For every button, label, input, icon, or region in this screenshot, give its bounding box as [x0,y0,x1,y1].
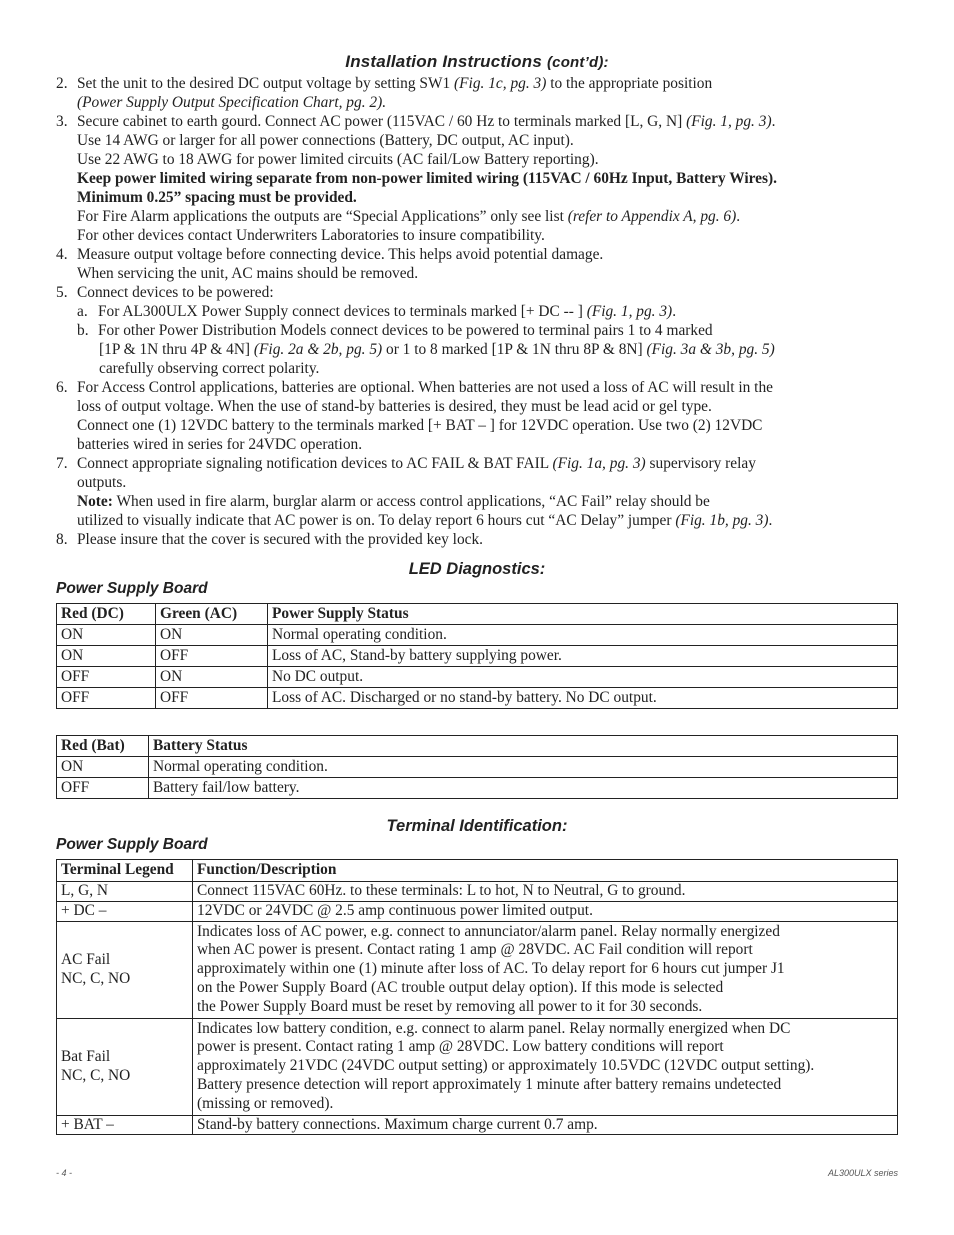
sub-step-after: . [672,303,677,320]
terminal-legend-line: L, G, N [61,882,109,899]
description-line: approximately 21VDC (24VDC output setting) or approximately 10.5VDC (12VDC output setting). [197,1057,815,1075]
instruction-line [56,435,916,454]
continuation-text: [1P & 1N thru 4P & 4N] [99,341,254,358]
table-header-row [57,736,898,757]
terminal-legend-cell [57,1018,193,1115]
table-cell: OFF [57,778,149,799]
figure-reference: (Fig. 1c, pg. 3) [454,75,547,92]
instruction-line [56,397,916,416]
table-cell: ON [57,757,149,778]
terminal-table [56,859,898,1135]
step-text: Please insure that the cover is secured with the provided key lock. [77,531,484,548]
led-status-table [56,603,898,709]
step-number: 7. [56,455,68,472]
table-cell: No DC output. [268,667,898,688]
title-text: Installation Instructions [345,52,543,71]
instruction-line [56,188,916,207]
instruction-line [56,245,916,264]
instruction-line [56,74,916,93]
instruction-line [56,207,916,226]
page-number: - 4 - [56,1168,73,1178]
appendix-reference: (refer to Appendix A, pg. 6) [567,208,737,225]
step-text-after: to the appropriate position [546,75,713,92]
instruction-line [56,454,916,473]
sub-step-text: For AL300ULX Power Supply connect devices to terminals marked [+ DC -- ] [98,303,587,320]
table-cell: ON [156,667,268,688]
table-cell: ON [57,625,156,646]
terminal-description-cell [193,882,898,902]
table-row [57,901,898,921]
header-status: Power Supply Status [268,604,898,625]
table-row [57,667,898,688]
continuation-text: utilized to visually indicate that AC power is on. To delay report 6 hours cut “AC Delay” jumper [77,512,676,529]
step-number: 5. [56,284,68,301]
terminal-legend-cell [57,882,193,902]
instruction-line [56,378,916,397]
description-line: approximately within one (1) minute after loss of AC. To delay report for 6 hours cut jumper J1 [197,960,785,978]
fire-alarm-after: . [736,208,741,225]
header-red-dc: Red (DC) [57,604,156,625]
table-row [57,646,898,667]
description-line: 12VDC or 24VDC @ 2.5 amp continuous power limited output. [197,901,593,919]
table-cell: Battery fail/low battery. [149,778,898,799]
terminal-description-cell [193,1115,898,1135]
sub-step-letter: a. [77,303,88,320]
terminal-legend-line: + BAT – [61,1115,114,1133]
section-title-terminal: Terminal Identification: [386,817,568,835]
title-suffix: (cont’d): [546,54,609,71]
table-cell: Normal operating condition. [149,757,898,778]
figure-reference: (Fig. 1, pg. 3) [586,303,673,320]
section-title-installation [0,52,954,72]
instruction-line [56,131,916,150]
step-text-after: supervisory relay [645,455,756,472]
description-line: when AC power is present. Contact rating 1 amp @ 28VDC. AC Fail condition will report [197,941,753,959]
instruction-line [56,511,916,530]
continuation-text: batteries wired in series for 24VDC operation. [77,436,363,453]
step-number: 3. [56,113,68,130]
section-title-led: LED Diagnostics: [408,560,546,578]
instruction-line [56,112,916,131]
table-cell: OFF [156,646,268,667]
step-text: Connect appropriate signaling notification devices to AC FAIL & BAT FAIL [77,455,553,472]
continuation-text: Use 22 AWG to 18 AWG for power limited circuits (AC fail/Low Battery reporting). [77,151,599,168]
description-line: the Power Supply Board must be reset by removing all power to it for 30 seconds. [197,997,703,1015]
description-line: on the Power Supply Board (AC trouble output delay option). If this mode is selected [197,978,724,996]
instruction-line [56,416,916,435]
instruction-line [56,530,916,549]
terminal-legend-line: NC, C, NO [61,1066,131,1084]
table-cell: ON [57,646,156,667]
table-row [57,921,898,1018]
description-line: Indicates low battery condition, e.g. connect to alarm panel. Relay normally energized when DC [197,1019,791,1037]
continuation-text: outputs. [77,474,127,491]
step-number: 8. [56,531,68,548]
instruction-line [56,93,916,112]
continuation-after: . [768,512,773,529]
description-line: Stand-by battery connections. Maximum charge current 0.7 amp. [197,1115,598,1133]
instructions-list [56,74,916,549]
table-row [57,1018,898,1115]
description-line: Connect 115VAC 60Hz. to these terminals: L to hot, N to Neutral, G to ground. [197,882,686,899]
table-row [57,1115,898,1135]
table-header-row [57,860,898,882]
table-cell: Loss of AC, Stand-by battery supplying power. [268,646,898,667]
table-cell: Loss of AC. Discharged or no stand-by battery. No DC output. [268,688,898,709]
table-row [57,625,898,646]
continuation-text: When servicing the unit, AC mains should be removed. [77,265,419,282]
description-line: power is present. Contact rating 1 amp @ 28VDC. Low battery conditions will report [197,1038,724,1056]
step-text: For Access Control applications, batteries are optional. When batteries are not used a loss of AC will result in the [77,379,773,396]
terminal-legend-cell [57,901,193,921]
figure-reference: (Fig. 1a, pg. 3) [552,455,646,472]
continuation-text: or 1 to 8 marked [1P & 1N thru 8P & 8N] [382,341,647,358]
table-header-row [57,604,898,625]
terminal-description-cell [193,901,898,921]
instruction-line [56,302,916,321]
instruction-line [56,321,916,340]
terminal-description-cell [193,921,898,1018]
step-text: Secure cabinet to earth gourd. Connect AC power (115VAC / 60 Hz to terminals marked [L, G, N] [77,113,687,130]
header-red-bat: Red (Bat) [57,736,149,757]
instruction-line [56,340,916,359]
figure-reference: (Fig. 1b, pg. 3) [675,512,769,529]
instruction-line [56,492,916,511]
description-line: Indicates loss of AC power, e.g. connect to annunciator/alarm panel. Relay normally energized [197,922,780,940]
step-number: 4. [56,246,68,263]
note-text: When used in fire alarm, burglar alarm or access control applications, “AC Fail” relay should be [112,493,710,510]
header-function: Function/Description [193,860,898,882]
sub-step-text: For other Power Distribution Models connect devices to be powered to terminal pairs 1 to 4 marked [98,322,713,339]
warning-text: Minimum 0.25” spacing must be provided. [77,189,357,206]
instruction-line [56,264,916,283]
table-row [57,882,898,902]
instruction-line [56,359,916,378]
terminal-legend-line: AC Fail [61,950,111,968]
table-cell: OFF [156,688,268,709]
continuation-text: loss of output voltage. When the use of stand-by batteries is desired, they must be lead acid or gel type. [77,398,712,415]
fire-alarm-text: For Fire Alarm applications the outputs are “Special Applications” only see list [77,208,568,225]
terminal-legend-line: NC, C, NO [61,969,131,987]
header-terminal-legend: Terminal Legend [57,860,193,882]
terminal-legend-cell [57,1115,193,1135]
table-row [57,688,898,709]
continuation-text: Connect one (1) 12VDC battery to the terminals marked [+ BAT – ] for 12VDC operation. Use two (2) 12VDC [77,417,763,434]
description-line: Battery presence detection will report approximately 1 minute after battery remains undetected [197,1075,782,1093]
table-cell: Normal operating condition. [268,625,898,646]
step-text-after: . [771,113,776,130]
terminal-legend-cell [57,921,193,1018]
instruction-line [56,150,916,169]
continuation-text: (Power Supply Output Specification Chart, pg. 2). [77,94,387,111]
continuation-text: Use 14 AWG or larger for all power connections (Battery, DC output, AC input). [77,132,574,149]
step-number: 6. [56,379,68,396]
warning-text: Keep power limited wiring separate from non-power limited wiring (115VAC / 60Hz Input, Battery Wires). [77,170,777,187]
continuation-text: For other devices contact Underwriters Laboratories to insure compatibility. [77,227,545,244]
terminal-legend-line: + DC – [61,901,107,919]
header-green-ac: Green (AC) [156,604,268,625]
header-battery-status: Battery Status [149,736,898,757]
step-text: Connect devices to be powered: [77,284,274,301]
board-label-led: Power Supply Board [56,580,208,597]
description-line: (missing or removed). [197,1094,334,1112]
terminal-legend-line: Bat Fail [61,1047,111,1065]
battery-status-table [56,735,898,799]
figure-reference: (Fig. 2a & 2b, pg. 5) [253,341,383,358]
table-row [57,778,898,799]
instruction-line [56,473,916,492]
table-cell: OFF [57,667,156,688]
instruction-line [56,169,916,188]
step-text: Set the unit to the desired DC output voltage by setting SW1 [77,75,455,92]
table-cell: OFF [57,688,156,709]
sub-step-letter: b. [77,322,89,339]
step-number: 2. [56,75,68,92]
step-text: Measure output voltage before connecting device. This helps avoid potential damage. [77,246,604,263]
table-cell: ON [156,625,268,646]
board-label-terminal: Power Supply Board [56,836,208,853]
figure-reference: (Fig. 1, pg. 3) [686,113,772,130]
figure-reference: (Fig. 3a & 3b, pg. 5) [646,341,775,358]
note-label: Note: [77,493,113,510]
table-row [57,757,898,778]
continuation-text: carefully observing correct polarity. [99,360,320,377]
series-name: AL300ULX series [827,1168,898,1178]
terminal-description-cell [193,1018,898,1115]
instruction-line [56,283,916,302]
instruction-line [56,226,916,245]
